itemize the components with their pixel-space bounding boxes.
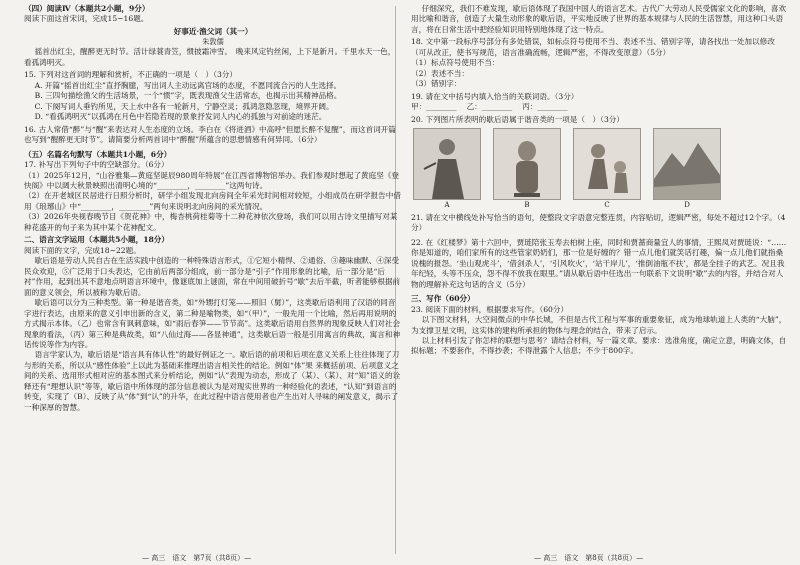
- q17-item-2: （2）在开老城区民居进行日照分析时，研学小组发现北向房间全年采光时间相对较短，小组成员在研学报告中借用《琅琊山》中“________，________”两句来说明北向房间的采光情况。: [24, 191, 401, 211]
- question-17: 17. 补写出下列句子中的空缺部分。（6分）: [24, 160, 169, 170]
- figure-illustration: [493, 128, 561, 200]
- part3-title: 三、写作（60分）: [411, 294, 475, 304]
- q20-image-a: [413, 128, 481, 211]
- q15-option-a: A. 开篇“摇首出红尘”直抒胸臆，写出词人主动远离官场的态度，不愿同流合污的人生选择。: [34, 80, 342, 90]
- left-page: [24, 4, 402, 413]
- q15-option-d: D. “看孤鸿明灭”以孤鸿在月色中若隐若现的景象抒发词人内心的孤独与对前途的迷茫。: [34, 112, 327, 122]
- q15-option-c: C. 下阕写词人垂钓所见，天上水中各有一轮新月，宁静空灵；孤鸿忽隐忽现，境界开阔。: [34, 101, 334, 111]
- image-label-b: B: [524, 201, 530, 210]
- q18-item-1: （1）标点符号使用不当：: [411, 58, 500, 68]
- footer-right: — 高三 语文 第8页（共8页）—: [534, 554, 644, 562]
- q15-option-b: B. 三四句描绘渔父的生活场景，一个“惯”字，既表现渔父生活常态，也揭示出其精神品格。: [34, 91, 342, 101]
- section4-intro: 阅读下面这首宋词，完成15~16题。: [24, 14, 149, 24]
- question-21: 21. 请在文中横线处补写恰当的语句，使整段文字语意完整连贯，内容贴切，逻辑严密，每处不超过12个字。（4分）: [411, 212, 786, 233]
- question-18: 18. 文中第一段标序号部分有多处错误，如标点符号使用不当、表述不当、错别字等，请各找出一处加以修改（可从改正，使书写规范，语言准确流畅，逻辑严密，不得改变原意）（5分）: [411, 37, 775, 57]
- passage-paragraph-1: 歇后语是劳动人民自古在生活实践中创造的一种特殊语言形式，①它短小精悍、②通俗、③趣味幽默、④深受民众欢迎，⑤广泛用于口头表达，它由前后两部分组成，前一部分是“引子”作用形象的比喻，后一部分是“后衬”作用，起到出其不意地点明语言环境中，像谜底加上谜面，常在中间用破折号“歇”去后半截，听者能够根据前面的意义领会，所以被称为歇后语。: [24, 256, 401, 297]
- q18-item-2: （2）表述不当：: [411, 68, 469, 78]
- image-label-a: A: [444, 201, 450, 210]
- q23-requirements: 以上材料引发了你怎样的联想与思考？请结合材料，写一篇文章。要求：选准角度，确定立意，明确文体，自拟标题；不要套作，不得抄袭；不得泄露个人信息；不少于800字。: [411, 335, 787, 356]
- poem-title: 好事近·渔父词（其一）: [173, 26, 253, 36]
- figure-illustration: [653, 128, 721, 200]
- part2-title: 二、语言文字运用（本题共5小题，18分）: [24, 235, 169, 245]
- q23-material: 以下图文材料，大空间微点的中华长城，不但是古代工程与军事的重要象征，成为地球轨道上人类的“大脑”，为支撑卫星文明，这实体的建构所承担的物体与理念的结合，带来了启示。: [411, 315, 787, 335]
- q17-item-1: （1）2025年12月，“山谷雅集—黄庭坚诞辰980周年特展”在江西省博物馆举办。我们参观时想起了黄庭坚《登快阁》中以阔大秋景映照出清明心境的“________，________”这两句诗。: [24, 170, 400, 190]
- q19-answer-bing: 丙：________: [522, 102, 568, 112]
- question-23: 23. 阅读下面的材料，根据要求写作。（60分）: [411, 304, 569, 314]
- question-15: 15. 下列对这首词的理解和赏析，不正确的一项是（ ）（3分）: [24, 70, 237, 80]
- section5-title: （五）名篇名句默写（本题共1小题，6分）: [24, 149, 172, 159]
- passage-paragraph-3: 语言学家认为，歇后语是“语言具有体认性”的最好例证之一。歇后语的前项和后项在意义关系上往往体现了刀与形的关系，所以从“感性体验”上以此为基础来推理出语言相关性的结论。例如“体”果 来概括前项、后项意义之间的关系、选用形式相对应的基本图式来分析结论，例如“认”表现为动态，形成了（某）、（某）、对“知”语义的诠释还有“理想认识”等等，歇后语中所体现的部分信息被认为是对现实世界的一种经验化的表述，“认知”到语言的转变，实现了（B）、反映了从“体”到“认”的升华，在此过程中语言使用者也产生出对人寻味的阐发意义，揭示了一种深厚的智慧。: [24, 350, 401, 412]
- q19-answers: [411, 102, 789, 112]
- question-16: 16. 古人常借“醉”与“醒”来表达对人生态度的立场。李白在《将进酒》中高呼“但愿长醉不复醒”，而这首词开篇也写到“醒醉更无时节”。请简要分析两首词中“醉醒”所蕴含的思想情感有何异同。（6分）: [24, 124, 396, 145]
- figure-illustration: [413, 128, 481, 200]
- poem-author: 朱敦儒: [202, 37, 224, 47]
- q20-image-d: [653, 128, 721, 211]
- question-19: 19. 请在文中括号内填入恰当的关联词语。（3分）: [411, 91, 579, 101]
- q20-image-b: [493, 128, 561, 211]
- footer-left: — 高三 语文 第7页（共8页）—: [142, 554, 252, 562]
- question-22: 22. 在《红楼梦》第十六回中，贾琏陪张玉寿去柏树上座，同时和贾蔷商量宜人的事情，王熙凤对贾琏说：“……你是知道的，咱们家所有的这些管家奶奶们，那一位是好缠的？错一点儿他们就笑话打趣，偏一点儿他们就指桑说槐的报怨。‘坐山观虎斗’，‘借剑杀人’，‘引风吹火’，‘站干岸儿’，‘推倒油瓶不扶’，都是全挂子的武艺。况且我年纪轻，头等不压众，怨不得不放我在眼里。”请从歇后语中任选出一句联系下文说明“歇”去的内容，并结合对人物的理解补充这句话的含义（5分）: [411, 237, 787, 289]
- figure-illustration: [573, 128, 641, 200]
- right-page: [411, 4, 789, 357]
- q20-image-c: [573, 128, 641, 211]
- image-label-c: C: [604, 201, 610, 210]
- passage-paragraph-4: 仔细深究，我们不难发现，歇后语体现了我国中国人的语言艺术。古代广大劳动人民受儒家文化的影响，喜欢用比喻和谐音，创造了大量生动形象的歇后语，平实地反映了世界的基本规律与人民的生活智慧，用这种口头语言，将在日常生活中把经验知识用特别地体现了这一特点。: [411, 4, 787, 34]
- poem-text: 摇首出红尘，醒醉更无时节。活计绿蓑青笠，惯披霜冲雪。 晚来风定钓丝闲，上下是新月。千里水天一色，看孤鸿明灭。: [24, 47, 396, 67]
- part2-intro: 阅读下面的文字，完成18~22题。: [24, 245, 141, 255]
- q19-answer-jia: 甲：________: [411, 102, 457, 112]
- question-20: 20. 下列图片所表明的歇后语属于谐音类的一项是（ ）（3分）: [411, 114, 624, 124]
- q17-item-3: （3）2026年央视春晚节目《贺花神》中，梅杏桃荷桂菊等十二种花神依次登场，我们可以用古诗文里描写对某种花盛开的句子来为其中某个花神配文。: [24, 212, 398, 232]
- q20-image-row: [413, 128, 789, 211]
- section4-title: （四）阅读Ⅳ（本题共2小题，9分）: [24, 4, 150, 13]
- passage-paragraph-2: 歇后语可以分为三种类型。第一种是谐音类，如“外甥打灯笼——照旧（舅）”，这类歇后语利用了汉语的同音字进行表达，由原来的意义引申出新的含义，第二种是喻物类，如“（甲）”，一般先用一个比喻，然后再用说明的方式揭示本体。（乙）也常含有讽刺意味，如“雨后春笋——节节高”。这类歇后语用自然界的现象反映人们对社会现象的看法，（丙）第三种是典故类，如“八仙过海——各显神通”，这类歇后语一般是引用寓言的典故，寓言和神话传说等作为内容。: [24, 298, 401, 349]
- q18-item-3: （3）错别字：: [411, 79, 462, 89]
- q19-answer-yi: 乙：________: [466, 102, 513, 112]
- image-label-d: D: [684, 201, 690, 210]
